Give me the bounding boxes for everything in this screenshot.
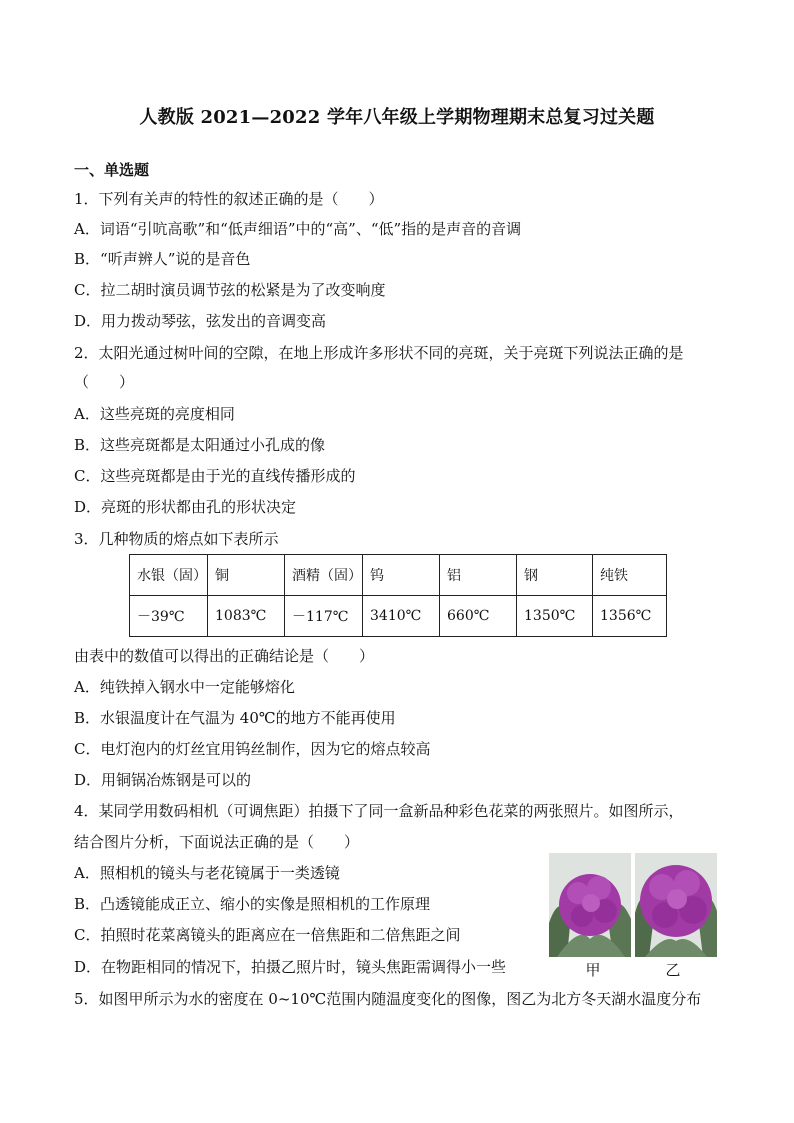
q3-option-a: A．纯铁掉入钢水中一定能够熔化 [74,678,295,696]
caption-yi: 乙 [665,961,681,979]
q4-stem-cont: 结合图片分析，下面说法正确的是（ ） [74,833,360,851]
table-cell: －39℃ [130,596,208,637]
table-row [130,596,667,637]
q1-option-b: B．“听声辨人”说的是音色 [74,250,251,268]
q3-option-c: C．电灯泡内的灯丝宜用钨丝制作，因为它的熔点较高 [74,740,431,758]
q5-stem: 5．如图甲所示为水的密度在 0~10℃范围内随温度变化的图像，图乙为北方冬天湖水温度分布 [74,990,702,1008]
q3-stem: 3．几种物质的熔点如下表所示 [74,530,279,548]
table-cell: －117℃ [285,596,363,637]
table-header-cell: 铜 [208,555,285,596]
caption-jia: 甲 [585,961,601,979]
table-header-cell: 纯铁 [593,555,667,596]
melting-point-table [129,554,667,637]
table-cell: 1350℃ [517,596,593,637]
table-header-cell: 铝 [440,555,517,596]
q1-option-c: C．拉二胡时演员调节弦的松紧是为了改变响度 [74,281,386,299]
table-header-cell: 钨 [363,555,440,596]
table-header-cell: 水银（固） [130,555,208,596]
q4-option-c: C．拍照时花菜离镜头的距离应在一倍焦距和二倍焦距之间 [74,926,461,944]
q1-option-a: A．词语“引吭高歌”和“低声细语”中的“高”、“低”指的是声音的音调 [74,220,522,238]
q3-follow: 由表中的数值可以得出的正确结论是（ ） [74,647,375,665]
q4-option-b: B．凸透镜能成正立、缩小的实像是照相机的工作原理 [74,895,431,913]
q2-stem-cont: （ ） [74,373,135,391]
q1-option-d: D．用力拨动琴弦，弦发出的音调变高 [74,312,327,330]
table-cell: 1083℃ [208,596,285,637]
q2-stem: 2．太阳光通过树叶间的空隙，在地上形成许多形状不同的亮斑，关于亮斑下列说法正确的是 [74,344,684,362]
q4-stem: 4．某同学用数码相机（可调焦距）拍摄下了同一盒新品种彩色花菜的两张照片。如图所示， [74,802,684,820]
q3-option-b: B．水银温度计在气温为 40℃的地方不能再使用 [74,709,396,727]
q4-option-a: A．照相机的镜头与老花镜属于一类透镜 [74,864,340,882]
q2-option-c: C．这些亮斑都是由于光的直线传播形成的 [74,467,356,485]
q4-option-d: D．在物距相同的情况下，拍摄乙照片时，镜头焦距需调得小一些 [74,958,507,976]
table-cell: 3410℃ [363,596,440,637]
table-header-cell: 钢 [517,555,593,596]
cauliflower-photo-jia [549,853,631,957]
q2-option-b: B．这些亮斑都是太阳通过小孔成的像 [74,436,326,454]
table-header-row [130,555,667,596]
q1-stem: 1．下列有关声的特性的叙述正确的是（ ） [74,190,384,208]
table-cell: 1356℃ [593,596,667,637]
cauliflower-photo-yi [635,853,717,957]
q3-option-d: D．用铜锅冶炼钢是可以的 [74,771,252,789]
section-heading: 一、单选题 [74,161,150,179]
page-title: 人教版 2021—2022 学年八年级上学期物理期末总复习过关题 [139,107,655,128]
table-header-cell: 酒精（固） [285,555,363,596]
q2-option-a: A．这些亮斑的亮度相同 [74,405,235,423]
table-cell: 660℃ [440,596,517,637]
q2-option-d: D．亮斑的形状都由孔的形状决定 [74,498,297,516]
